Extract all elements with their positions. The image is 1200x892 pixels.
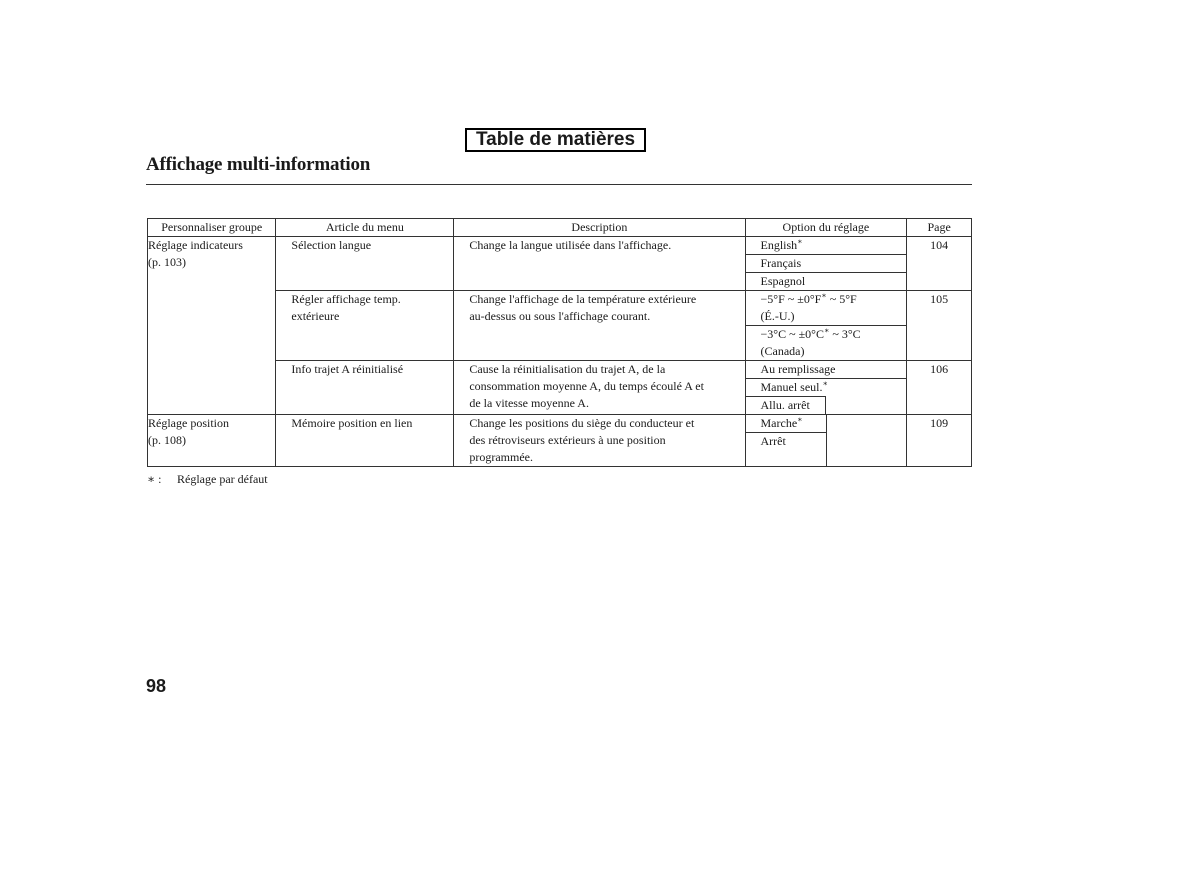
footnote-mark: ∗ :	[147, 472, 162, 486]
menu-item: Sélection langue	[291, 238, 372, 252]
description-cell	[454, 237, 745, 291]
option-cell	[745, 361, 907, 415]
option-cell	[745, 291, 907, 361]
page-cell: 109	[907, 415, 972, 467]
menu-item: Info trajet A réinitialisé	[291, 362, 404, 376]
description-line: programmée.	[469, 450, 533, 464]
option-item: −5°F ~ ±0°F∗ ~ 5°F (É.-U.)	[760, 291, 857, 323]
option-item: Allu. arrêt	[746, 396, 826, 414]
table-row	[148, 415, 972, 467]
group-page-ref: (p. 108)	[148, 433, 186, 447]
menu-item-line: extérieure	[291, 309, 340, 323]
title-divider	[146, 184, 972, 185]
option-item: Espagnol	[746, 272, 907, 290]
option-cell	[745, 415, 907, 467]
group-cell	[148, 237, 276, 415]
default-marker: ∗	[821, 291, 827, 300]
menu-item-cell	[276, 415, 454, 467]
group-name: Réglage indicateurs	[148, 238, 243, 252]
default-marker: ∗	[797, 237, 803, 246]
group-name: Réglage position	[148, 416, 229, 430]
description-line: consommation moyenne A, du temps écoulé A et	[469, 379, 704, 393]
option-item: Manuel seul.∗	[746, 378, 907, 396]
table-row	[148, 237, 972, 291]
page-number: 98	[146, 676, 167, 696]
settings-table	[147, 218, 972, 467]
description: Change la langue utilisée dans l'affichage.	[469, 238, 672, 252]
group-page-ref: (p. 103)	[148, 255, 186, 269]
description-line: des rétroviseurs extérieurs à une position	[469, 433, 666, 447]
menu-item: Mémoire position en lien	[291, 416, 413, 430]
default-marker: ∗	[822, 379, 828, 388]
description-line: au-dessus ou sous l'affichage courant.	[469, 309, 651, 323]
description-line: Change les positions du siège du conducteur et	[469, 416, 695, 430]
option-cell	[745, 237, 907, 291]
table-of-contents-link[interactable]: Table de matières	[465, 128, 646, 152]
footnote-text: Réglage par défaut	[177, 472, 268, 486]
menu-item-cell	[276, 237, 454, 291]
description-line: Change l'affichage de la température extérieure	[469, 292, 697, 306]
default-marker: ∗	[797, 415, 803, 424]
page-cell: 106	[907, 361, 972, 415]
option-item: English∗	[760, 237, 803, 252]
default-marker: ∗	[823, 326, 830, 335]
menu-item-cell	[276, 361, 454, 415]
table-header-row	[148, 219, 972, 237]
description-line: de la vitesse moyenne A.	[469, 396, 589, 410]
col-header-option: Option du réglage	[745, 219, 907, 237]
description-line: Cause la réinitialisation du trajet A, de la	[469, 362, 666, 376]
description-cell	[454, 291, 745, 361]
option-item: Au remplissage	[760, 362, 836, 376]
group-cell	[148, 415, 276, 467]
description-cell	[454, 361, 745, 415]
col-header-group: Personnaliser groupe	[148, 219, 276, 237]
option-item: Marche∗	[760, 415, 803, 430]
option-item: Arrêt	[746, 432, 826, 450]
col-header-description: Description	[454, 219, 745, 237]
col-header-page: Page	[907, 219, 972, 237]
page-cell: 104	[907, 237, 972, 291]
menu-item-line: Régler affichage temp.	[291, 292, 401, 306]
option-item: −3°C ~ ±0°C∗ ~ 3°C (Canada)	[746, 325, 907, 360]
footnote	[147, 471, 268, 487]
page-cell: 105	[907, 291, 972, 361]
page-title: Affichage multi-information	[146, 154, 371, 175]
col-header-menu-item: Article du menu	[276, 219, 454, 237]
menu-item-cell	[276, 291, 454, 361]
description-cell	[454, 415, 745, 467]
option-item: Français	[746, 254, 907, 272]
